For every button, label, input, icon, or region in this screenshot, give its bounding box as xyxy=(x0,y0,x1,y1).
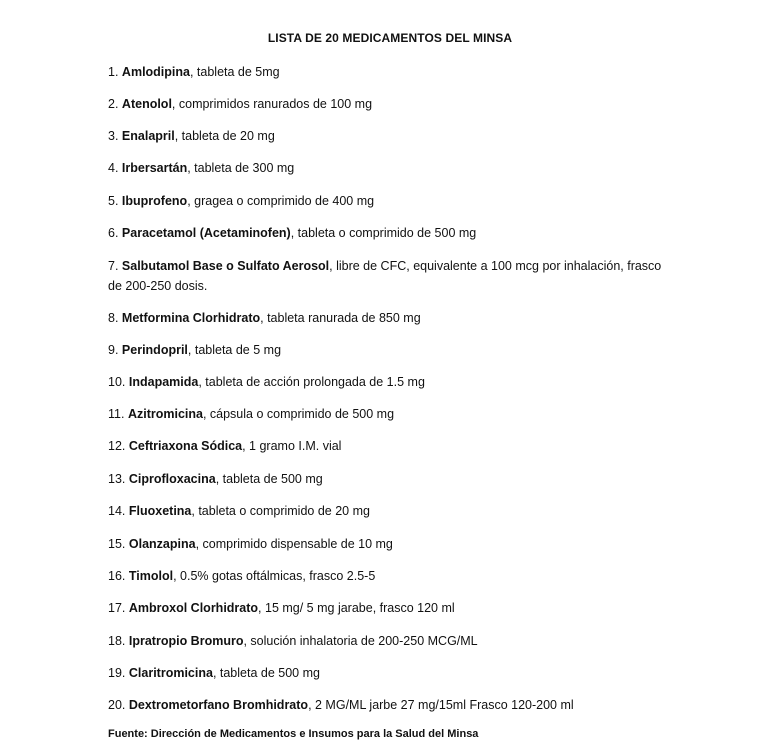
medication-detail: , 1 gramo I.M. vial xyxy=(242,439,342,453)
list-item xyxy=(108,695,668,715)
medication-name: Perindopril xyxy=(121,343,188,357)
medication-name: Claritromicina xyxy=(128,666,213,680)
medication-detail: , tableta ranurada de 850 mg xyxy=(260,311,421,325)
list-item xyxy=(108,598,668,618)
list-item xyxy=(108,469,668,489)
item-number: 17. xyxy=(108,601,126,615)
medication-detail: , solución inhalatoria de 200-250 MCG/ML xyxy=(243,634,478,648)
list-item xyxy=(108,126,668,146)
medication-name: Indapamida xyxy=(128,375,199,389)
document-title: LISTA DE 20 MEDICAMENTOS DEL MINSA xyxy=(267,31,513,45)
medication-name: Dextrometorfano Bromhidrato xyxy=(128,698,309,712)
medication-name: Irbersartán xyxy=(121,161,188,175)
medication-name: Metformina Clorhidrato xyxy=(121,311,261,325)
medication-detail: , 2 MG/ML jarbe 27 mg/15ml Frasco 120-200 ml xyxy=(308,698,574,712)
medication-detail: , tableta de 500 mg xyxy=(212,666,320,680)
medication-name: Ambroxol Clorhidrato xyxy=(128,601,259,615)
medication-name: Azitromicina xyxy=(127,407,203,421)
list-item xyxy=(108,94,668,114)
medication-name: Amlodipina xyxy=(121,65,190,79)
medication-name: Timolol xyxy=(128,569,174,583)
medication-name: Salbutamol Base o Sulfato Aerosol xyxy=(121,259,330,273)
medication-detail: , tableta de acción prolongada de 1.5 mg xyxy=(198,375,425,389)
item-number: 15. xyxy=(108,537,126,551)
list-item xyxy=(108,404,668,424)
medication-detail: , 0.5% gotas oftálmicas, frasco 2.5-5 xyxy=(173,569,376,583)
item-number: 13. xyxy=(108,472,126,486)
medication-name: Ipratropio Bromuro xyxy=(128,634,244,648)
item-number: 6. xyxy=(108,226,119,240)
medication-detail: , gragea o comprimido de 400 mg xyxy=(187,194,375,208)
medication-detail: , tableta de 20 mg xyxy=(174,129,275,143)
list-item xyxy=(108,663,668,683)
item-number: 12. xyxy=(108,439,126,453)
medication-detail: , tableta de 300 mg xyxy=(187,161,295,175)
item-number: 10. xyxy=(108,375,126,389)
medication-name: Enalapril xyxy=(121,129,175,143)
item-number: 5. xyxy=(108,194,119,208)
item-number: 8. xyxy=(108,311,119,325)
medication-detail: , libre de CFC, equivalente a 100 mcg por inhalación, frasco de 200-250 dosis. xyxy=(108,259,662,293)
item-number: 19. xyxy=(108,666,126,680)
medication-detail: , 15 mg/ 5 mg jarabe, frasco 120 ml xyxy=(258,601,455,615)
medication-detail: , tableta de 5 mg xyxy=(187,343,282,357)
list-item xyxy=(108,631,668,651)
medication-name: Ceftriaxona Sódica xyxy=(128,439,243,453)
item-number: 14. xyxy=(108,504,126,518)
list-item xyxy=(108,534,668,554)
medication-detail: , comprimido dispensable de 10 mg xyxy=(195,537,393,551)
medication-name: Paracetamol (Acetaminofen) xyxy=(121,226,291,240)
medication-name: Ciprofloxacina xyxy=(128,472,216,486)
item-number: 1. xyxy=(108,65,119,79)
item-number: 9. xyxy=(108,343,119,357)
item-number: 11. xyxy=(108,407,125,421)
item-number: 2. xyxy=(108,97,119,111)
list-item xyxy=(108,191,668,211)
list-item xyxy=(108,340,668,360)
source-note: Fuente: Dirección de Medicamentos e Insumos para la Salud del Minsa xyxy=(108,728,479,740)
medication-name: Atenolol xyxy=(121,97,172,111)
list-item xyxy=(108,223,668,243)
medication-name: Olanzapina xyxy=(128,537,196,551)
medication-detail: , tableta de 5mg xyxy=(189,65,280,79)
list-item xyxy=(108,566,668,586)
medication-name: Fluoxetina xyxy=(128,504,192,518)
list-item xyxy=(108,158,668,178)
list-item xyxy=(108,308,668,328)
medication-detail: , tableta o comprimido de 20 mg xyxy=(191,504,370,518)
medication-name: Ibuprofeno xyxy=(121,194,188,208)
item-number: 18. xyxy=(108,634,126,648)
list-item xyxy=(108,501,668,521)
item-number: 7. xyxy=(108,259,119,273)
item-number: 20. xyxy=(108,698,126,712)
item-number: 16. xyxy=(108,569,126,583)
list-item xyxy=(108,436,668,456)
list-item xyxy=(108,62,668,82)
medication-detail: , cápsula o comprimido de 500 mg xyxy=(202,407,395,421)
item-number: 4. xyxy=(108,161,119,175)
medication-detail: , comprimidos ranurados de 100 mg xyxy=(171,97,373,111)
item-number: 3. xyxy=(108,129,119,143)
list-item xyxy=(108,256,668,296)
medication-detail: , tableta o comprimido de 500 mg xyxy=(290,226,477,240)
medication-detail: , tableta de 500 mg xyxy=(215,472,323,486)
list-item xyxy=(108,372,668,392)
